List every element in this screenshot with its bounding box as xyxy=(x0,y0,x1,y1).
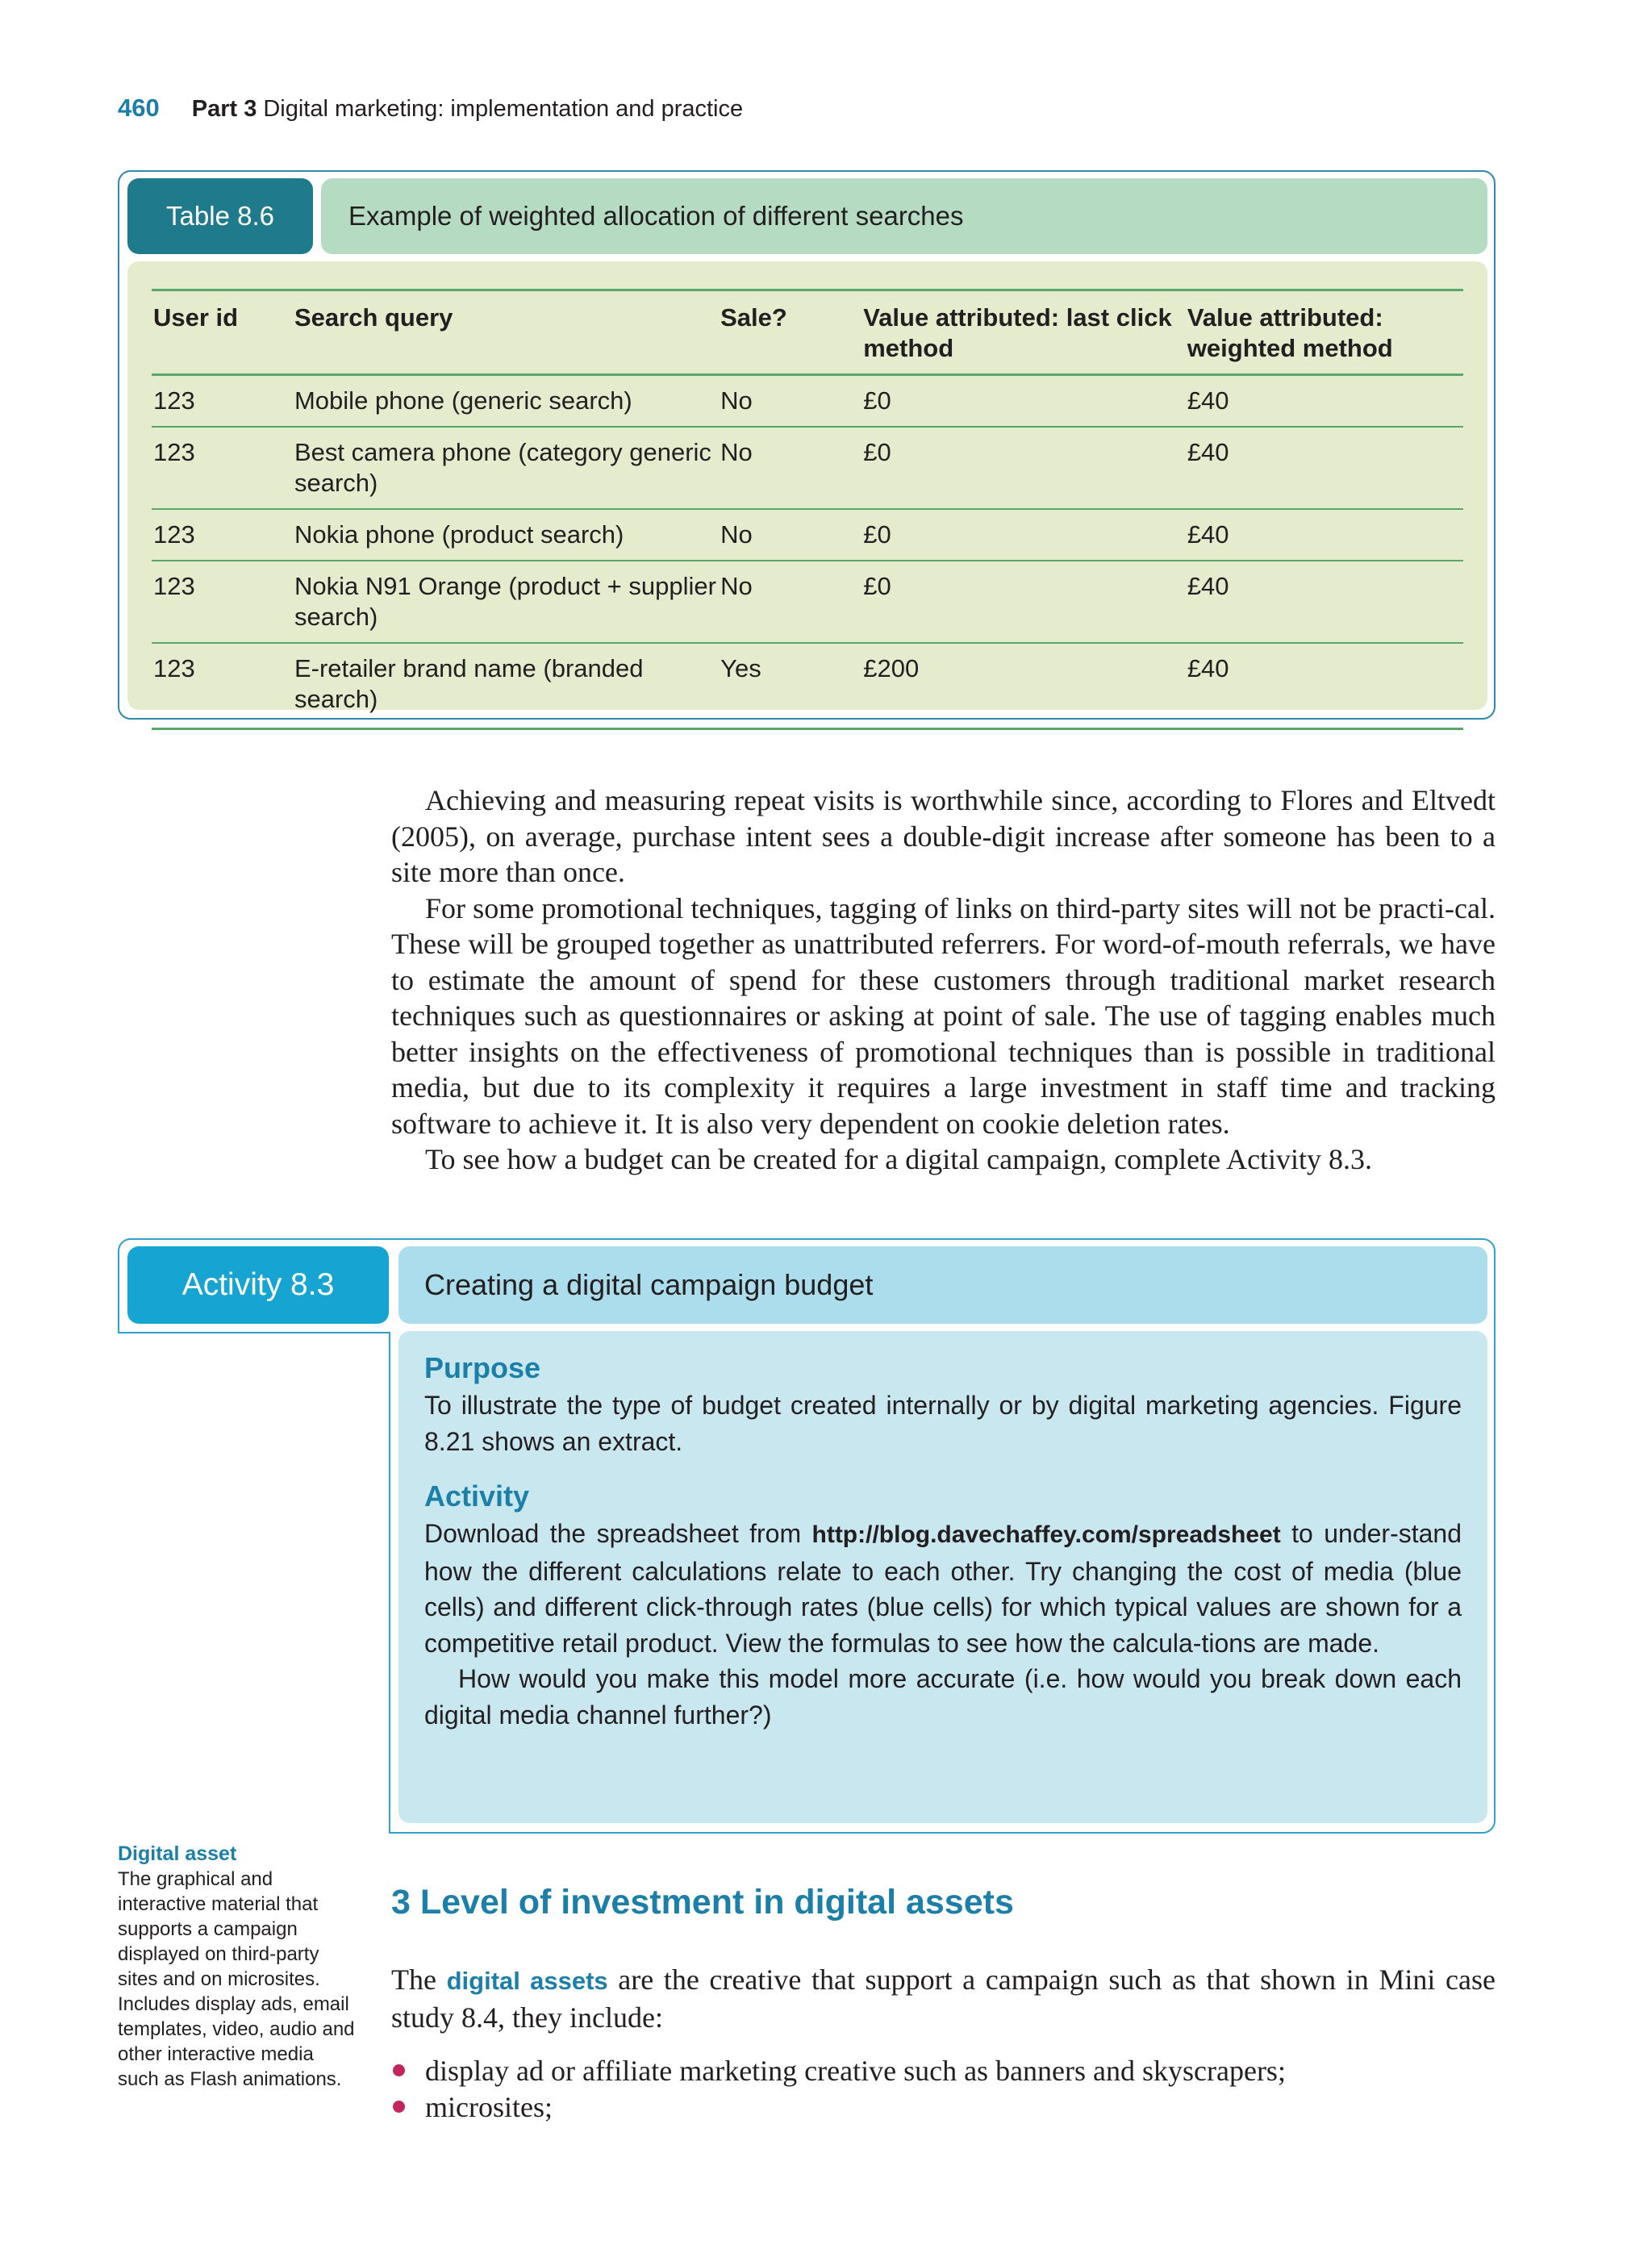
column-header: User id xyxy=(152,290,293,375)
table-cell: £40 xyxy=(1186,375,1463,428)
activity-notch-rule xyxy=(389,1332,390,1834)
table-cell: £40 xyxy=(1186,509,1463,561)
purpose-text: To illustrate the type of budget created internally or by digital marketing agencies. Figure 8.21 shows an extract. xyxy=(424,1391,1462,1456)
table-cell: £40 xyxy=(1186,427,1463,509)
activity-question: How would you make this model more accurate (i.e. how would you break down each digital media channel further?) xyxy=(424,1664,1462,1730)
purpose-heading: Purpose xyxy=(424,1351,541,1384)
table-cell: 123 xyxy=(152,427,293,509)
table-cell: 123 xyxy=(152,643,293,729)
table-row xyxy=(152,427,1463,509)
table-cell: 123 xyxy=(152,509,293,561)
table-cell: E-retailer brand name (branded search) xyxy=(293,643,719,729)
part-title: Digital marketing: implementation and practice xyxy=(263,96,744,122)
list-item xyxy=(391,2089,1496,2126)
table-row xyxy=(152,643,1463,729)
table-cell: 123 xyxy=(152,375,293,428)
activity-notch-rule xyxy=(118,1332,390,1333)
activity-title: Creating a digital campaign budget xyxy=(398,1246,1487,1324)
activity-box-notch xyxy=(116,1333,390,1837)
table-cell: £40 xyxy=(1186,643,1463,729)
table-cell: Mobile phone (generic search) xyxy=(293,375,719,428)
paragraph: Achieving and measuring repeat visits is worthwhile since, according to Flores and Eltvedt (2005), on average, purchase intent sees a double-digit increase after someone has been to a site more than once. xyxy=(391,784,1496,888)
section-heading: 3 Level of investment in digital assets xyxy=(391,1883,1014,1922)
table-cell: Nokia N91 Orange (product + supplier search) xyxy=(293,561,719,643)
table-row xyxy=(152,509,1463,561)
activity-text xyxy=(424,1516,1462,1661)
paragraph-text-part: The xyxy=(391,1963,447,1996)
activity-heading: Activity xyxy=(424,1479,530,1513)
table-cell: Nokia phone (product search) xyxy=(293,509,719,561)
running-header xyxy=(118,94,743,123)
column-header: Search query xyxy=(293,290,719,375)
table-header-row xyxy=(152,290,1463,375)
activity-text-part: to under-stand how the different calculations relate to each other. Try changing the cost of media (blue cells) and different click-through rates (blue cells) for which typical values are shown for a competitive retail product. View the formulas to see how the calcula-tions are made. xyxy=(424,1519,1462,1658)
margin-definition xyxy=(118,1842,360,2092)
paragraph: To see how a budget can be created for a digital campaign, complete Activity 8.3. xyxy=(425,1143,1373,1175)
paragraph-text-part: are the creative that support a campaign such as that shown in Mini case study 8.4, they include: xyxy=(391,1963,1496,2034)
table-cell: No xyxy=(719,375,861,428)
table-cell: No xyxy=(719,509,861,561)
activity-text-part: Download the spreadsheet from xyxy=(424,1519,812,1548)
table-title: Example of weighted allocation of different searches xyxy=(321,178,1487,254)
table-cell: £40 xyxy=(1186,561,1463,643)
paragraph: For some promotional techniques, tagging of links on third-party sites will not be practi-cal. These will be grouped together as unattributed referrers. For word-of-mouth referrals, we have to estimate the amount of spend for these customers through traditional market research techniques such as questionnaires or asking at point of sale. The use of tagging enables much better insights on the effectiveness of promotional techniques than is possible in traditional media, but due to its complexity it requires a large investment in staff time and tracking software to achieve it. It is also very dependent on cookie deletion rates. xyxy=(391,891,1496,1140)
table-row xyxy=(152,375,1463,428)
table-row xyxy=(152,561,1463,643)
table-label: Table 8.6 xyxy=(127,178,313,254)
table-cell: Best camera phone (category generic search) xyxy=(293,427,719,509)
spreadsheet-link[interactable]: http://blog.davechaffey.com/spreadsheet xyxy=(811,1521,1281,1548)
table-cell: £0 xyxy=(861,375,1186,428)
table-cell: £0 xyxy=(861,427,1186,509)
part-label: Part 3 xyxy=(191,96,257,122)
table-cell: £0 xyxy=(861,561,1186,643)
list-item-text: display ad or affiliate marketing creative such as banners and skyscrapers; xyxy=(425,2055,1286,2087)
column-header: Sale? xyxy=(719,290,861,375)
list-item xyxy=(391,2053,1496,2089)
body-text xyxy=(391,782,1496,1178)
bullet-list xyxy=(391,2053,1496,2125)
table-cell: Yes xyxy=(719,643,861,729)
bullet-icon xyxy=(393,2064,405,2076)
margin-definition-text: The graphical and interactive material that supports a campaign displayed on third-party sites and on microsites. Includes display ads, email templates, video, audio and other interactive media such as Flash animations. xyxy=(118,1868,355,2090)
list-item-text: microsites; xyxy=(425,2090,553,2123)
weighted-allocation-table xyxy=(152,289,1463,730)
table-cell: No xyxy=(719,561,861,643)
activity-label: Activity 8.3 xyxy=(127,1246,389,1324)
key-term: digital assets xyxy=(446,1967,608,1995)
column-header: Value attributed: weighted method xyxy=(1186,290,1463,375)
table-cell: £0 xyxy=(861,509,1186,561)
section-paragraph xyxy=(391,1962,1496,2035)
activity-body xyxy=(398,1331,1487,1823)
bullet-icon xyxy=(393,2101,405,2113)
margin-term: Digital asset xyxy=(118,1842,237,1865)
table-cell: No xyxy=(719,427,861,509)
page-number: 460 xyxy=(118,94,160,122)
table-cell: 123 xyxy=(152,561,293,643)
column-header: Value attributed: last click method xyxy=(861,290,1186,375)
table-cell: £200 xyxy=(861,643,1186,729)
